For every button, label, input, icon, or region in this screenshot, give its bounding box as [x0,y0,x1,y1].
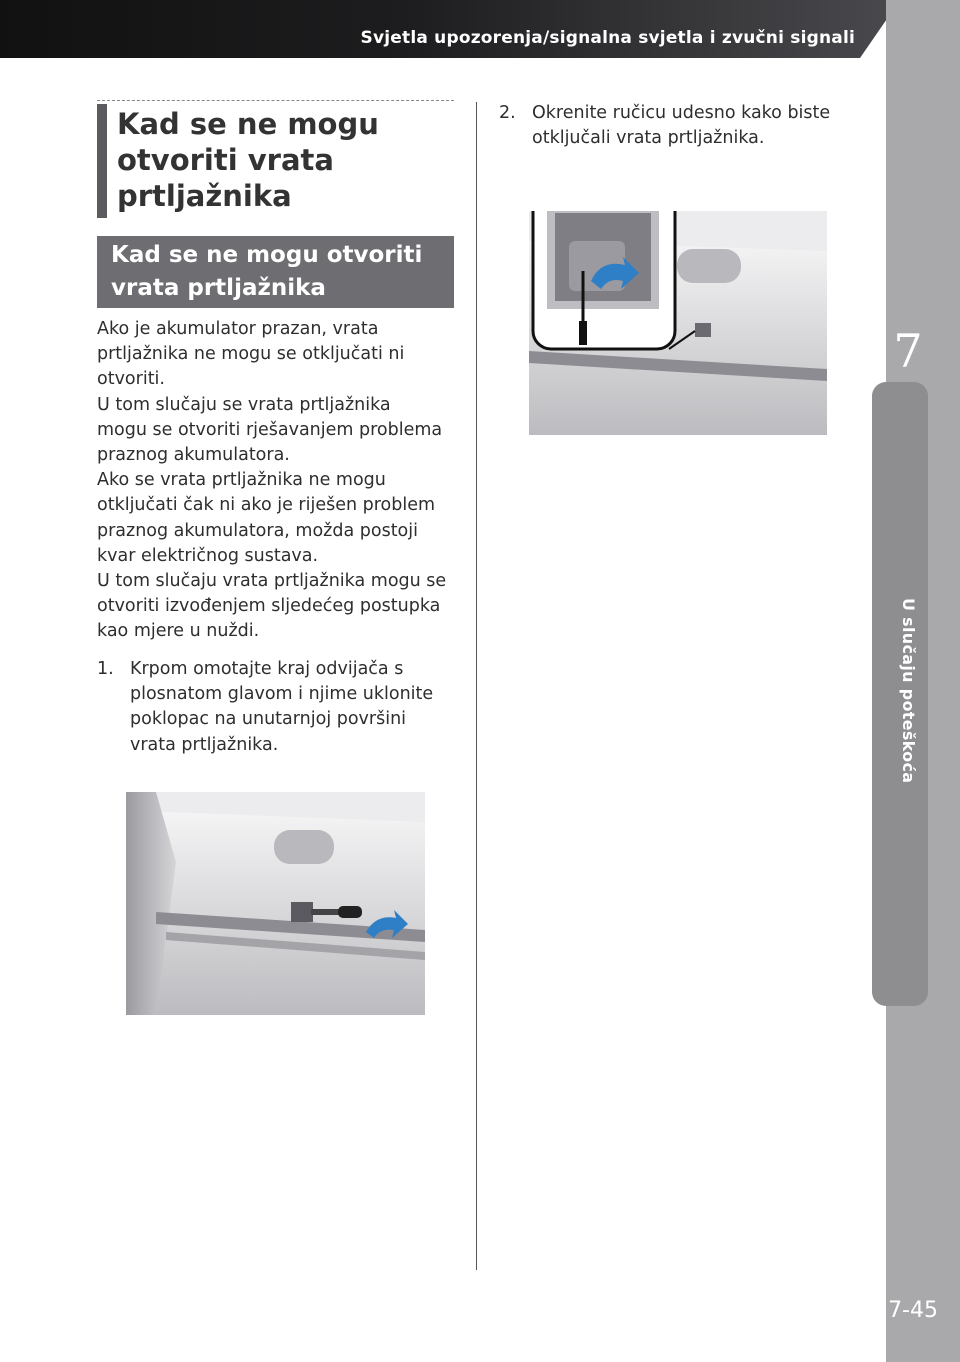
step-number: 1. [97,659,114,679]
section-title-line: prtljažnika [117,179,292,213]
section-title-line: otvoriti vrata [117,143,334,177]
handle-turn-drawing [529,211,827,435]
chapter-number: 7 [893,324,923,378]
chapter-header-title: Svjetla upozorenja/signalna svjetla i zvučni signali [360,28,855,48]
intro-text [97,317,459,645]
subsection-title [111,239,441,305]
paragraph: Ako je akumulator prazan, vrata prtljažnika ne mogu se otključati ni otvoriti. [97,319,405,390]
title-accent-bar [97,104,107,218]
subsection-title-line: Kad se ne mogu otvoriti [111,242,423,268]
step-number: 2. [499,103,516,123]
step-text: Krpom omotajte kraj odvijača s plosnatom glavom i njime uklonite poklopac na unutarnjoj površini vrata prtljažnika. [130,659,434,755]
page-number: 7-45 [888,1298,938,1323]
paragraph: Ako se vrata prtljažnika ne mogu otključati čak ni ako je riješen problem praznog akumulatora, možda postoji kvar električnog sustava. [97,470,436,566]
paragraph: U tom slučaju vrata prtljažnika mogu se otvoriti izvođenjem sljedećeg postupka kao mjere u nuždi. [97,571,447,642]
step-text: Okrenite ručicu udesno kako biste otključali vrata prtljažnika. [532,103,831,149]
subsection-title-line: vrata prtljažnika [111,275,326,301]
paragraph: U tom slučaju se vrata prtljažnika mogu se otvoriti rješavanjem problema praznog akumulatora. [97,394,443,466]
section-title-line: Kad se ne mogu [117,107,379,141]
handle-turn-illustration [529,211,827,435]
tailgate-cover-removal-illustration [126,792,425,1015]
section-title [117,106,447,214]
column-divider [476,102,477,1270]
tailgate-trim-drawing [126,792,425,1015]
section-dashed-rule [97,100,454,101]
chapter-side-label: U slučaju poteškoća [899,598,918,784]
